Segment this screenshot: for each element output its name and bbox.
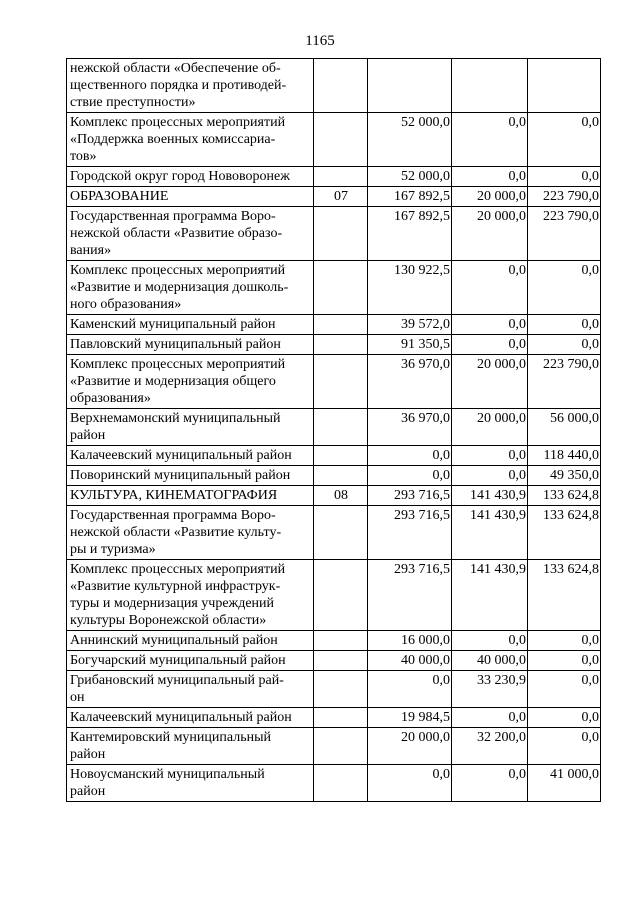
row-name-cell: Грибановский муниципальный рай- он [67,671,314,708]
section-code-cell [314,728,368,765]
amount-col1-cell: 167 892,5 [368,207,452,261]
table-row [67,631,601,651]
section-code-cell [314,335,368,355]
amount-col2-cell: 141 430,9 [452,486,528,506]
amount-col2-cell: 0,0 [452,631,528,651]
amount-col2-cell: 0,0 [452,466,528,486]
amount-col2-cell: 20 000,0 [452,187,528,207]
amount-col2-cell: 141 430,9 [452,506,528,560]
amount-col1-cell: 167 892,5 [368,187,452,207]
amount-col3-cell: 133 624,8 [528,506,601,560]
amount-col3-cell [528,59,601,113]
amount-col2-cell: 33 230,9 [452,671,528,708]
amount-col3-cell: 0,0 [528,335,601,355]
amount-col3-cell: 0,0 [528,631,601,651]
amount-col1-cell: 20 000,0 [368,728,452,765]
amount-col2-cell: 20 000,0 [452,355,528,409]
table-row [67,59,601,113]
table-row [67,261,601,315]
row-name-cell: Поворинский муниципальный район [67,466,314,486]
amount-col2-cell: 20 000,0 [452,207,528,261]
table-row [67,486,601,506]
amount-col1-cell: 293 716,5 [368,506,452,560]
section-code-cell [314,765,368,802]
section-code-cell [314,113,368,167]
section-code-cell [314,708,368,728]
section-code-cell [314,409,368,446]
amount-col1-cell: 0,0 [368,446,452,466]
amount-col2-cell: 0,0 [452,335,528,355]
amount-col2-cell: 20 000,0 [452,409,528,446]
row-name-cell: Городской округ город Нововоронеж [67,167,314,187]
section-code-cell [314,651,368,671]
section-code-cell: 07 [314,187,368,207]
amount-col1-cell: 91 350,5 [368,335,452,355]
section-code-cell [314,466,368,486]
amount-col2-cell: 141 430,9 [452,560,528,631]
amount-col3-cell: 133 624,8 [528,486,601,506]
amount-col1-cell [368,59,452,113]
amount-col3-cell: 41 000,0 [528,765,601,802]
table-row [67,187,601,207]
amount-col2-cell: 0,0 [452,167,528,187]
row-name-cell: Комплекс процессных мероприятий «Развитие и модернизация дошколь- ного образования» [67,261,314,315]
amount-col2-cell: 40 000,0 [452,651,528,671]
budget-table [66,58,601,802]
table-row [67,113,601,167]
table-row [67,335,601,355]
table-row [67,466,601,486]
row-name-cell: Аннинский муниципальный район [67,631,314,651]
amount-col1-cell: 0,0 [368,765,452,802]
amount-col3-cell: 223 790,0 [528,207,601,261]
amount-col2-cell: 0,0 [452,315,528,335]
section-code-cell [314,167,368,187]
table-row [67,560,601,631]
row-name-cell: Государственная программа Воро- нежской области «Развитие образо- вания» [67,207,314,261]
table-row [67,446,601,466]
amount-col2-cell: 0,0 [452,113,528,167]
amount-col1-cell: 40 000,0 [368,651,452,671]
section-code-cell [314,207,368,261]
amount-col2-cell: 0,0 [452,708,528,728]
table-row [67,315,601,335]
row-name-cell: нежской области «Обеспечение об- щественного порядка и противодей- ствие преступности» [67,59,314,113]
amount-col1-cell: 36 970,0 [368,355,452,409]
amount-col3-cell: 56 000,0 [528,409,601,446]
amount-col1-cell: 0,0 [368,466,452,486]
amount-col3-cell: 223 790,0 [528,355,601,409]
table-row [67,651,601,671]
row-name-cell: Павловский муниципальный район [67,335,314,355]
amount-col1-cell: 52 000,0 [368,167,452,187]
row-name-cell: Комплекс процессных мероприятий «Развитие и модернизация общего образования» [67,355,314,409]
amount-col3-cell: 223 790,0 [528,187,601,207]
section-code-cell: 08 [314,486,368,506]
amount-col2-cell: 0,0 [452,261,528,315]
row-name-cell: Калачеевский муниципальный район [67,446,314,466]
table-row [67,207,601,261]
amount-col1-cell: 16 000,0 [368,631,452,651]
amount-col2-cell: 32 200,0 [452,728,528,765]
row-name-cell: Комплекс процессных мероприятий «Поддержка военных комиссариа- тов» [67,113,314,167]
section-code-cell [314,560,368,631]
section-code-cell [314,261,368,315]
row-name-cell: Кантемировский муниципальный район [67,728,314,765]
section-code-cell [314,315,368,335]
row-name-cell: Каменский муниципальный район [67,315,314,335]
row-name-cell: Государственная программа Воро- нежской области «Развитие культу- ры и туризма» [67,506,314,560]
table-row [67,355,601,409]
table-row [67,671,601,708]
amount-col3-cell: 0,0 [528,671,601,708]
row-name-cell: Богучарский муниципальный район [67,651,314,671]
amount-col2-cell [452,59,528,113]
section-code-cell [314,446,368,466]
amount-col1-cell: 52 000,0 [368,113,452,167]
row-name-cell: Комплекс процессных мероприятий «Развитие культурной инфраструк- туры и модернизация учреждений культуры Воронежской области» [67,560,314,631]
section-code-cell [314,671,368,708]
amount-col3-cell: 49 350,0 [528,466,601,486]
table-row [67,506,601,560]
amount-col3-cell: 133 624,8 [528,560,601,631]
section-code-cell [314,506,368,560]
row-name-cell: ОБРАЗОВАНИЕ [67,187,314,207]
amount-col1-cell: 36 970,0 [368,409,452,446]
section-code-cell [314,631,368,651]
amount-col2-cell: 0,0 [452,446,528,466]
table-row [67,409,601,446]
amount-col1-cell: 19 984,5 [368,708,452,728]
amount-col1-cell: 293 716,5 [368,560,452,631]
table-row [67,708,601,728]
section-code-cell [314,355,368,409]
amount-col3-cell: 0,0 [528,261,601,315]
section-code-cell [314,59,368,113]
amount-col3-cell: 0,0 [528,708,601,728]
row-name-cell: Верхнемамонский муниципальный район [67,409,314,446]
amount-col1-cell: 130 922,5 [368,261,452,315]
row-name-cell: Новоусманский муниципальный район [67,765,314,802]
row-name-cell: КУЛЬТУРА, КИНЕМАТОГРАФИЯ [67,486,314,506]
table-row [67,167,601,187]
amount-col3-cell: 0,0 [528,167,601,187]
table-row [67,728,601,765]
amount-col3-cell: 118 440,0 [528,446,601,466]
amount-col3-cell: 0,0 [528,315,601,335]
amount-col1-cell: 39 572,0 [368,315,452,335]
budget-table-body [67,59,601,802]
amount-col1-cell: 293 716,5 [368,486,452,506]
page-number: 1165 [305,33,335,49]
amount-col3-cell: 0,0 [528,651,601,671]
amount-col3-cell: 0,0 [528,728,601,765]
amount-col2-cell: 0,0 [452,765,528,802]
amount-col3-cell: 0,0 [528,113,601,167]
amount-col1-cell: 0,0 [368,671,452,708]
table-row [67,765,601,802]
row-name-cell: Калачеевский муниципальный район [67,708,314,728]
